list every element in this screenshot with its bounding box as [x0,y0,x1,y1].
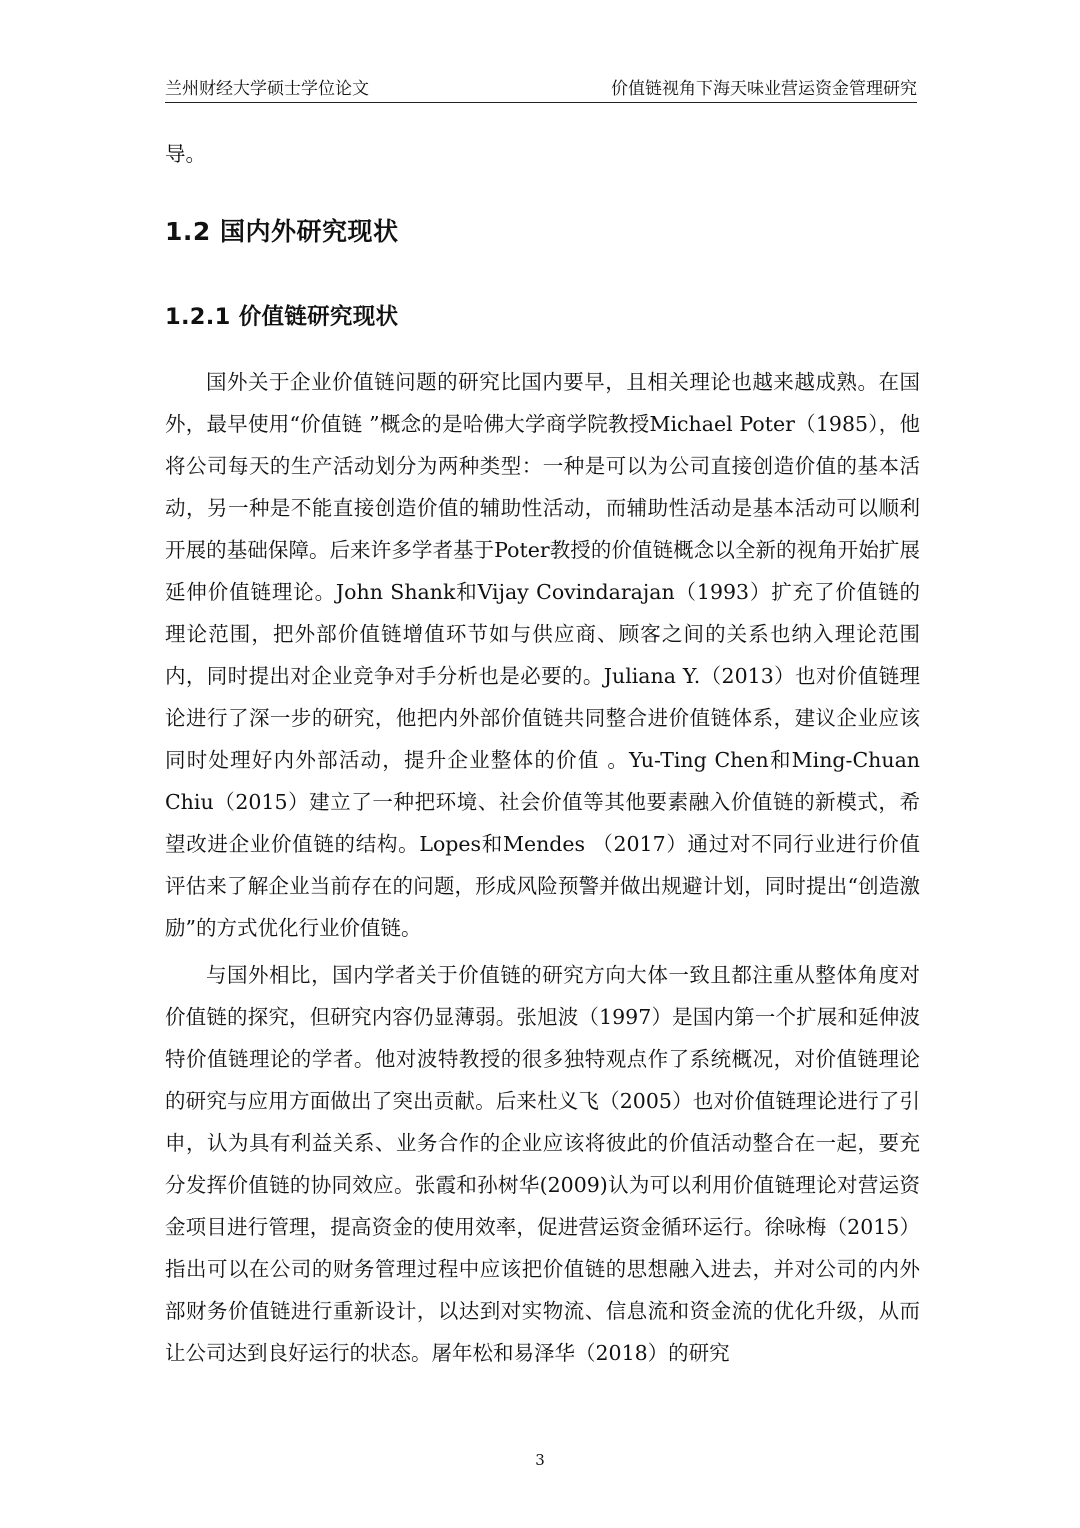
paragraph-foreign-research [165,361,920,949]
header-thesis-title: 价值链视角下海天味业营运资金管理研究 [611,79,917,99]
subsection-heading: 1.2.1 价值链研究现状 [165,304,399,330]
paragraph-text: 国外关于企业价值链问题的研究比国内要早，且相关理论也越来越成熟。在国外，最早使用“价值链 ”概念的是哈佛大学商学院教授Michael Poter（1985），他将公司每天的生产活动划分为两种类型：一种是可以为公司直接创造价值的基本活动，另一种是不能直接创造价值的辅助性活动，而辅助性活动是基本活动可以顺利开展的基础保障。后来许多学者基于Poter教授的价值链概念以全新的视角开始扩展延伸价值链理论。John Shank和Vijay Covindarajan（1993）扩充了价值链的理论范围，把外部价值链增值环节如与供应商、顾客之间的关系也纳入理论范围内，同时提出对企业竞争对手分析也是必要的。Juliana Y.（2013）也对价值链理论进行了深一步的研究，他把内外部价值链共同整合进价值链体系，建议企业应该同时处理好内外部活动，提升企业整体的价值 。Yu-Ting Chen和Ming-Chuan Chiu（2015）建立了一种把环境、社会价值等其他要素融入价值链的新模式，希望改进企业价值链的结构。Lopes和Mendes （2017）通过对不同行业进行价值评估来了解企业当前存在的问题，形成风险预警并做出规避计划，同时提出“创造激励”的方式优化行业价值链。 [165,370,920,940]
header-university-title: 兰州财经大学硕士学位论文 [165,79,369,99]
paragraph-text: 与国外相比，国内学者关于价值链的研究方向大体一致且都注重从整体角度对价值链的探究，但研究内容仍显薄弱。张旭波（1997）是国内第一个扩展和延伸波特价值链理论的学者。他对波特教授的很多独特观点作了系统概况，对价值链理论的研究与应用方面做出了突出贡献。后来杜义飞（2005）也对价值链理论进行了引申，认为具有利益关系、业务合作的企业应该将彼此的价值活动整合在一起，要充分发挥价值链的协同效应。张霞和孙树华(2009)认为可以利用价值链理论对营运资金项目进行管理，提高资金的使用效率，促进营运资金循环运行。徐咏梅（2015）指出可以在公司的财务管理过程中应该把价值链的思想融入进去，并对公司的内外部财务价值链进行重新设计，以达到对实物流、信息流和资金流的优化升级，从而让公司达到良好运行的状态。屠年松和易泽华（2018）的研究 [165,963,920,1365]
continued-text: 导。 [165,142,206,166]
running-header [165,78,917,103]
page-number: 3 [535,1451,545,1469]
paragraph-domestic-research [165,954,920,1374]
section-heading: 1.2 国内外研究现状 [165,217,399,246]
continued-text-line [165,133,920,175]
